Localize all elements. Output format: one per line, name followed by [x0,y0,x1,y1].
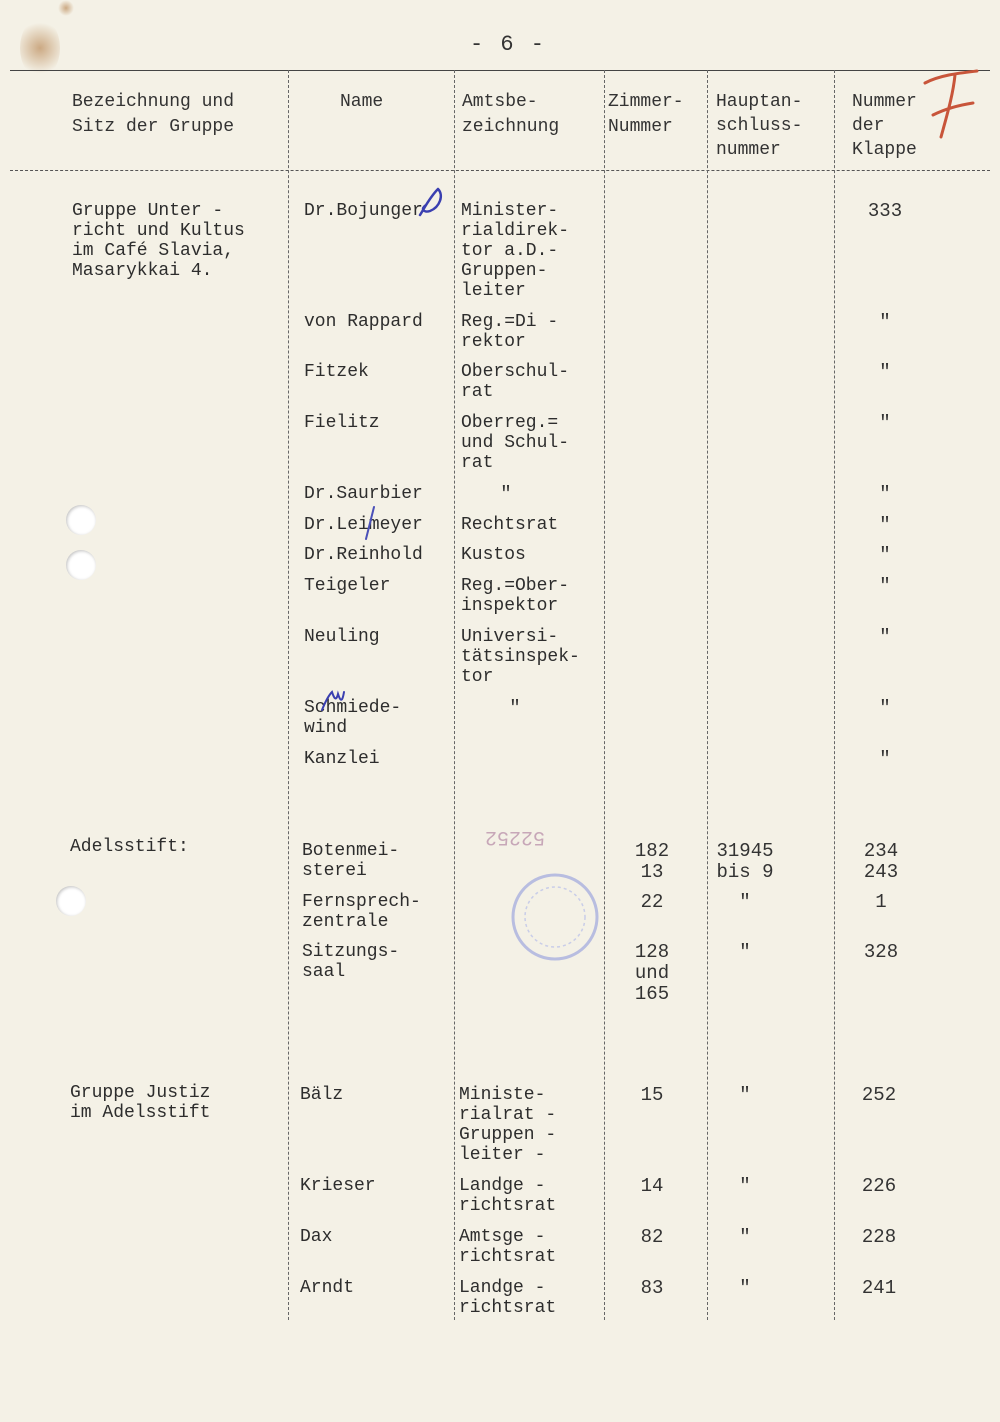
extension-cell: " [879,626,891,648]
name-cell: Schmiede- wind [304,698,402,738]
name-cell: Dax [300,1227,333,1247]
name-cell: Krieser [300,1176,376,1196]
blue-ink-correction [410,185,450,221]
room-cell: 14 [640,1175,664,1197]
title-cell: Oberschul- rat [461,362,570,402]
extension-cell: " [879,514,891,536]
punch-hole-1 [66,505,96,535]
blue-ink-correction-2 [318,688,348,714]
rust-stain [20,18,60,78]
group-cell: Gruppe Justiz im Adelsstift [70,1083,211,1123]
name-cell: Dr.Bojunger [304,201,423,221]
room-cell: 182 13 [634,840,670,883]
room-cell: 82 [640,1226,664,1248]
column-divider-4 [707,70,708,1320]
name-cell: Dr.Leimeyer [304,515,423,535]
name-cell: Fitzek [304,362,369,382]
extension-cell: " [879,311,891,333]
name-cell: von Rappard [304,312,423,332]
column-divider-3 [604,70,605,1320]
extension-cell: 228 [861,1226,897,1248]
extension-cell: 241 [861,1277,897,1299]
extension-cell: " [879,697,891,719]
title-cell: Kustos [461,545,526,565]
header-name: Name [340,92,384,112]
name-cell: Sitzungs- saal [302,942,400,982]
title-cell: Reg.=Ober- inspektor [461,576,570,616]
title-cell: Ministe- rialrat - Gruppen - leiter - [459,1085,557,1165]
main-number-cell: " [739,941,751,963]
circular-stamp [505,870,605,965]
name-cell: Arndt [300,1278,355,1298]
blue-pencil-tick [360,505,380,541]
name-cell: Dr.Saurbier [304,484,423,504]
room-cell: 128 und 165 [634,941,670,1005]
header-extension: Nummer der Klappe [852,92,917,160]
title-cell: Rechtsrat [461,515,559,535]
header-room: Zimmer- Nummer [608,92,684,137]
title-ditto-cell: " [509,697,521,719]
column-divider-5 [834,70,835,1320]
extension-cell: 252 [861,1084,897,1106]
punch-hole-2 [66,550,96,580]
extension-cell: " [879,575,891,597]
name-cell: Fernsprech- zentrale [302,892,421,932]
title-ditto-cell: " [500,483,512,505]
name-cell: Fielitz [304,413,380,433]
name-cell: Kanzlei [304,749,380,769]
name-cell: Dr.Reinhold [304,545,423,565]
title-cell: Oberreg.= und Schul- rat [461,413,570,473]
title-cell: Universi- tätsinspek- tor [461,627,580,687]
main-number-cell: " [739,891,751,913]
handwritten-seven [915,65,985,145]
room-cell: 15 [640,1084,664,1106]
header-title: Amtsbe- zeichnung [462,92,560,137]
extension-cell: " [879,748,891,770]
extension-cell: 328 [863,941,899,963]
main-number-cell: " [739,1226,751,1248]
extension-cell: 333 [867,200,903,222]
name-cell: Neuling [304,627,380,647]
main-number-cell: 31945 bis 9 [716,840,774,883]
extension-cell: 226 [861,1175,897,1197]
header-main-number: Hauptan- schluss- nummer [716,92,803,160]
group-cell: Gruppe Unter - richt und Kultus im Café Slavia, Masarykkai 4. [72,201,245,281]
main-number-cell: " [739,1277,751,1299]
header-bottom-rule [10,170,990,171]
name-cell: Bälz [300,1085,344,1105]
title-cell: Reg.=Di - rektor [461,312,559,352]
column-divider-2 [454,70,455,1320]
group-cell: Adelsstift: [70,837,189,857]
title-cell: Landge - richtsrat [459,1176,557,1216]
main-number-cell: " [739,1175,751,1197]
column-divider-1 [288,70,289,1320]
title-cell: Landge - richtsrat [459,1278,557,1318]
title-cell: Minister- rialdirek- tor a.D.- Gruppen- leiter [461,201,570,301]
extension-cell: " [879,361,891,383]
name-cell: Botenmei- sterei [302,841,400,881]
header-group: Bezeichnung und Sitz der Gruppe [72,92,235,137]
extension-cell: 234 243 [863,840,899,883]
title-cell: Amtsge - richtsrat [459,1227,557,1267]
room-cell: 83 [640,1277,664,1299]
main-number-cell: " [739,1084,751,1106]
stamp-number: 52252 [485,825,546,848]
extension-cell: " [879,412,891,434]
room-cell: 22 [640,891,664,913]
punch-hole-3 [56,886,86,916]
page-number: - 6 - [470,32,547,57]
extension-cell: 1 [875,891,887,913]
extension-cell: " [879,483,891,505]
name-cell: Teigeler [304,576,391,596]
table-top-rule [10,70,990,71]
extension-cell: " [879,544,891,566]
rust-stain-small [58,0,74,16]
